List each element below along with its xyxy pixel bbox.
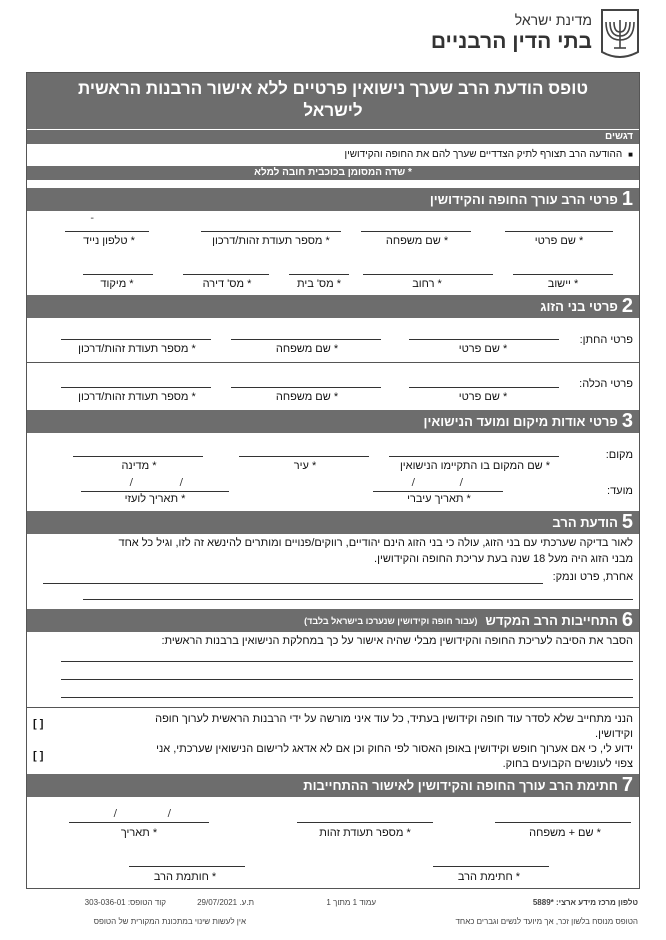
section-6-number: 6 (621, 609, 633, 631)
emphases-bar (27, 130, 639, 144)
commitment-2-checkbox[interactable]: [ ] (33, 750, 44, 762)
reason-line-2[interactable] (61, 679, 633, 680)
country-label: * מדינה (121, 460, 157, 472)
page-title (27, 73, 639, 129)
signer-date-slash-2: / (113, 808, 117, 819)
groom-first-name-line[interactable] (409, 339, 559, 340)
section-5-number: 5 (621, 511, 633, 533)
page-header (431, 8, 640, 64)
bullet-icon: ■ (628, 150, 633, 159)
section-3-title: פרטי אודות מיקום ומועד הנישואין (423, 414, 618, 429)
groom-first-name-label: * שם פרטי (458, 343, 508, 355)
title-line-1: טופס הודעת הרב שערך נישואין פרטיים ללא אישור הרבנות הראשית (77, 79, 589, 98)
commitment-2-line-2: צפוי לעונשים הקבועים בחוק. (502, 758, 633, 770)
id-line[interactable] (201, 231, 341, 232)
courts-name: בתי הדין הרבניים (430, 30, 592, 53)
section-1-title: פרטי הרב עורך החופה והקידושין (429, 192, 618, 207)
mobile-label: * טלפון נייד (83, 235, 135, 247)
gregorian-date-label: * תאריך לועזי (124, 493, 186, 505)
section-7-number: 7 (621, 774, 633, 796)
groom-id-line[interactable] (61, 339, 211, 340)
reason-line-3[interactable] (61, 697, 633, 698)
signer-id-label: * מספר תעודת זהות (319, 827, 411, 839)
section-6-header (27, 609, 639, 632)
emphases-label: דגשים (605, 131, 633, 142)
venue-label: * שם המקום בו התקיימו הנישואין (399, 460, 551, 472)
section-6-title: התחייבות הרב המקדש (485, 613, 618, 628)
emphases-bullet (345, 149, 634, 160)
section-3-number: 3 (621, 410, 633, 432)
venue-line[interactable] (389, 456, 559, 457)
section-2-divider (27, 362, 639, 363)
other-explain-line-2[interactable] (83, 599, 633, 600)
signer-name-line[interactable] (495, 822, 631, 823)
section-2-number: 2 (621, 295, 633, 317)
bride-last-name-label: * שם משפחה (275, 391, 339, 403)
reason-line-1[interactable] (61, 661, 633, 662)
mobile-line[interactable] (65, 231, 149, 232)
zip-line[interactable] (83, 274, 153, 275)
state-emblem-icon (600, 8, 640, 62)
section-7-title: חתימת הרב עורך החופה והקידושין לאישור ההתחייבות (303, 778, 618, 793)
signer-date-label: * תאריך (120, 827, 158, 839)
section-3-header (27, 410, 639, 433)
bride-id-label: * מספר תעודת זהות/דרכון (78, 391, 196, 403)
hebrew-date-slash-2: / (411, 477, 415, 488)
other-explain-label: אחרת, פרט ונמק: (552, 571, 633, 583)
street-label: * רחוב (412, 278, 442, 290)
declaration-line-2: מבני הזוג היה מעל 18 שנה בעת עריכת החופה והקידושין. (374, 553, 633, 565)
mobile-dash: - (90, 213, 94, 224)
rabbi-stamp-line[interactable] (129, 866, 245, 867)
city-line[interactable] (239, 456, 369, 457)
rabbi-stamp-label: * חותמת הרב (153, 871, 217, 883)
commitment-1-line-2: וקידושין. (595, 728, 633, 740)
section-2-title: פרטי בני הזוג (540, 299, 618, 314)
bride-last-name-line[interactable] (231, 387, 381, 388)
hebrew-date-label: * תאריך עיברי (407, 493, 471, 505)
commitment-1-line-1: הנני מתחייב שלא לסדר עוד חופה וקידושין בעתיד, כל עוד איני מורשה על ידי הרבנות הראשית לערוך חופה (155, 713, 633, 725)
section-1-header (27, 188, 639, 211)
section-5-title: הודעת הרב (552, 515, 618, 530)
groom-label: פרטי החתן: (579, 334, 633, 346)
mandatory-note (27, 166, 639, 180)
first-name-label: * שם פרטי (534, 235, 584, 247)
rabbi-signature-line[interactable] (433, 866, 549, 867)
place-label: מקום: (605, 449, 633, 461)
section-5-header (27, 511, 639, 534)
bride-label: פרטי הכלה: (579, 378, 633, 390)
gregorian-date-line[interactable] (81, 491, 229, 492)
footer-revision-date: ת.ע. 29/07/2021 (197, 898, 254, 907)
city-label: * עיר (293, 460, 317, 472)
signer-name-label: * שם + משפחה (529, 827, 601, 839)
house-number-label: * מס' בית (296, 278, 342, 290)
apartment-label: * מס' דירה (202, 278, 252, 290)
gregorian-date-slash-1: / (179, 477, 183, 488)
mandatory-text: * שדה המסומן בכוכבית חובה למלא (254, 167, 412, 178)
footer-form-code: קוד הטופס: 303-036-01 (84, 898, 166, 907)
bride-id-line[interactable] (61, 387, 211, 388)
first-name-line[interactable] (505, 231, 613, 232)
last-name-line[interactable] (361, 231, 471, 232)
hebrew-date-slash-1: / (459, 477, 463, 488)
id-label: * מספר תעודת זהות/דרכון (212, 235, 330, 247)
section-2-header (27, 295, 639, 318)
gregorian-date-slash-2: / (129, 477, 133, 488)
state-name: מדינת ישראל (514, 12, 592, 28)
reason-explain-label: הסבר את הסיבה לעריכת החופה והקידושין מבלי שהיה אישור על כך במחלקת הנישואין ברבנות הראשית: (161, 635, 633, 647)
settlement-label: * יישוב (547, 278, 579, 290)
groom-last-name-label: * שם משפחה (275, 343, 339, 355)
other-explain-line-1[interactable] (43, 583, 543, 584)
title-line-2: לישראל (303, 101, 363, 120)
form-frame (26, 72, 640, 889)
house-number-line[interactable] (289, 274, 349, 275)
groom-id-label: * מספר תעודת זהות/דרכון (78, 343, 196, 355)
hebrew-date-line[interactable] (373, 491, 503, 492)
last-name-label: * שם משפחה (385, 235, 449, 247)
footer-no-changes-note: אין לעשות שינוי במתכונת המקורית של הטופס (93, 917, 246, 926)
signer-date-slash-1: / (167, 808, 171, 819)
section-7-header (27, 774, 639, 797)
footer-page-number: עמוד 1 מתוך 1 (326, 898, 376, 907)
country-line[interactable] (73, 456, 203, 457)
bride-first-name-line[interactable] (409, 387, 559, 388)
footer-gender-note: הטופס מנוסח בלשון זכר, אך מיועד לנשים וגברים כאחד (455, 917, 638, 926)
section-6-subtitle: (עבור חופה וקידושין שנערכו בישראל בלבד) (304, 615, 478, 626)
rabbi-signature-label: * חתימת הרב (457, 871, 521, 883)
signer-date-line[interactable] (69, 822, 209, 823)
bride-first-name-label: * שם פרטי (458, 391, 508, 403)
groom-last-name-line[interactable] (231, 339, 381, 340)
date-label: מועד: (607, 485, 633, 497)
footer-phone: טלפון מרכז מידע ארצי: *5889 (532, 898, 638, 907)
emphases-bullet-text: ההודעה הרב תצורף לתיק הצדדיים שערך להם את החופה והקידושין (344, 149, 623, 160)
street-line[interactable] (363, 274, 493, 275)
zip-label: * מיקוד (100, 278, 134, 290)
declaration-line-1: לאור בדיקה שערכתי עם בני הזוג, עולה כי בני הזוג הינם יהודיים, רווקים/פנויים ומותרים להינשא זה לזו, וגיל כל אחד (118, 537, 633, 549)
signer-id-line[interactable] (297, 822, 433, 823)
settlement-line[interactable] (513, 274, 613, 275)
section-6-divider (27, 707, 639, 708)
commitment-1-checkbox[interactable]: [ ] (33, 718, 44, 730)
apartment-line[interactable] (183, 274, 269, 275)
section-1-number: 1 (621, 188, 633, 210)
commitment-2-line-1: ידוע לי, כי אם אערוך חופש וקידושין באופן האסור לפי החוק וכן אם לא אדאג לרישום הנישואין שערכתי, אני (156, 743, 633, 755)
